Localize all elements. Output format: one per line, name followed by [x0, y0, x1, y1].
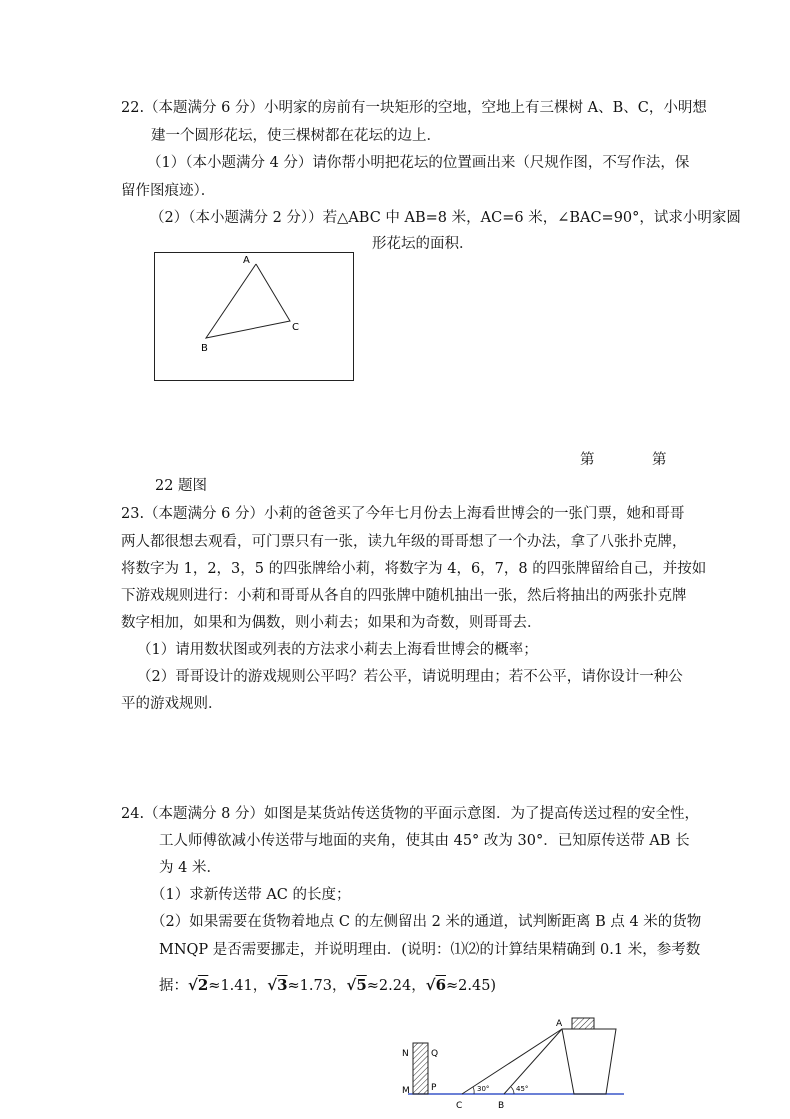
q23-line-2: 两人都很想去观看，可门票只有一张，读九年级的哥哥想了一个办法，拿了八张扑克牌，: [121, 534, 687, 550]
q24-part2-line-2: MNQP 是否需要挪走，并说明理由．(说明：⑴⑵的计算结果精确到 0.1 米，参考数: [159, 942, 701, 958]
label-q: Q: [431, 1049, 439, 1059]
sqrt-3-value: ≈1.73，: [287, 978, 347, 994]
q22-caption-di-1: 第: [580, 452, 595, 468]
q23-line-1: 23.（本题满分 6 分）小莉的爸爸买了今年七月份去上海看世博会的一张门票，她和哥哥: [121, 506, 685, 522]
q23-line-3: 将数字为 1，2，3，5 的四张牌给小莉，将数字为 4，6，7，8 的四张牌留给自己，并按如: [121, 561, 707, 577]
q23-part1: （1）请用数状图或列表的方法求小莉去上海看世博会的概率；: [137, 642, 538, 658]
label-a: A: [556, 1019, 563, 1029]
q23-part2-line-1: （2）哥哥设计的游戏规则公平吗？若公平，请说明理由；若不公平，请你设计一种公: [137, 669, 683, 685]
q23-line-4: 下游戏规则进行：小莉和哥哥从各自的四张牌中随机抽出一张，然后将抽出的两张扑克牌: [121, 588, 687, 604]
q22-line-1: 22.（本题满分 6 分）小明家的房前有一块矩形的空地，空地上有三棵树 A、B、C，小明想: [121, 100, 707, 116]
angle-45-label: 45°: [516, 1085, 529, 1093]
label-c: C: [292, 322, 299, 333]
reference-prefix: 据：: [159, 978, 188, 994]
q24-line-2: 工人师傅欲减小传送带与地面的夹角，使其由 45° 改为 30°．已知原传送带 AB 长: [159, 833, 690, 849]
q24-part1: （1）求新传送带 AC 的长度；: [151, 887, 351, 903]
label-b: B: [201, 343, 208, 354]
q22-part1-line-2: 留作图痕迹）．: [121, 183, 216, 199]
triangle-abc: [206, 264, 290, 338]
q23-part2-line-2: 平的游戏规则．: [121, 696, 223, 712]
sqrt-3: 3: [277, 976, 288, 994]
angle-30-label: 30°: [477, 1085, 490, 1093]
q24-part2-line-1: （2）如果需要在货物着地点 C 的左侧留出 2 米的通道，试判断距离 B 点 4 米的货物: [151, 914, 702, 930]
label-a: A: [243, 255, 250, 266]
label-c: C: [456, 1101, 463, 1111]
q22-part2-line-1: （2）（本小题满分 2 分））若△ABC 中 AB=8 米，AC=6 米，∠BAC=90°，试求小明家圆: [150, 210, 741, 226]
angle-45-arc: [511, 1087, 514, 1094]
rectangular-plot: [155, 253, 354, 381]
q22-figure: [150, 249, 360, 385]
label-p: P: [431, 1083, 437, 1093]
sqrt-2: 2: [197, 976, 209, 994]
q22-caption-di-2: 第: [652, 452, 667, 468]
sqrt-2-value: ≈1.41，: [208, 978, 268, 994]
q22-part1-line-1: （1）（本小题满分 4 分）请你帮小明把花坛的位置画出来（尺规作图，不写作法，保: [147, 155, 690, 171]
q23-line-5: 数字相加，如果和为偶数，则小莉去；如果和为奇数，则哥哥去．: [121, 615, 542, 631]
loading-platform: [562, 1029, 616, 1094]
sqrt-5: 5: [356, 976, 367, 994]
q24-line-1: 24.（本题满分 8 分）如图是某货站传送货物的平面示意图．为了提高传送过程的安全性，: [121, 806, 699, 822]
angle-30-arc: [473, 1087, 474, 1094]
q22-line-2: 建一个圆形花坛，使三棵树都在花坛的边上．: [151, 128, 441, 144]
label-m: M: [402, 1086, 410, 1096]
q22-figure-caption: 22 题图: [155, 478, 208, 494]
label-n: N: [402, 1049, 409, 1059]
q24-conveyor-figure: [394, 1010, 629, 1117]
sqrt-6: 6: [435, 976, 446, 994]
q24-line-3: 为 4 米．: [159, 860, 221, 876]
sqrt-6-value: ≈2.45): [446, 978, 497, 994]
sqrt-5-value: ≈2.24，: [366, 978, 426, 994]
cargo-mnqp: [413, 1043, 428, 1094]
cargo-on-platform: [572, 1018, 594, 1029]
q24-reference-data: 据：√2≈1.41，√3≈1.73，√5≈2.24，√6≈2.45): [159, 976, 497, 994]
q22-part2-line-2: 形花坛的面积．: [372, 236, 474, 252]
label-b: B: [498, 1101, 505, 1111]
